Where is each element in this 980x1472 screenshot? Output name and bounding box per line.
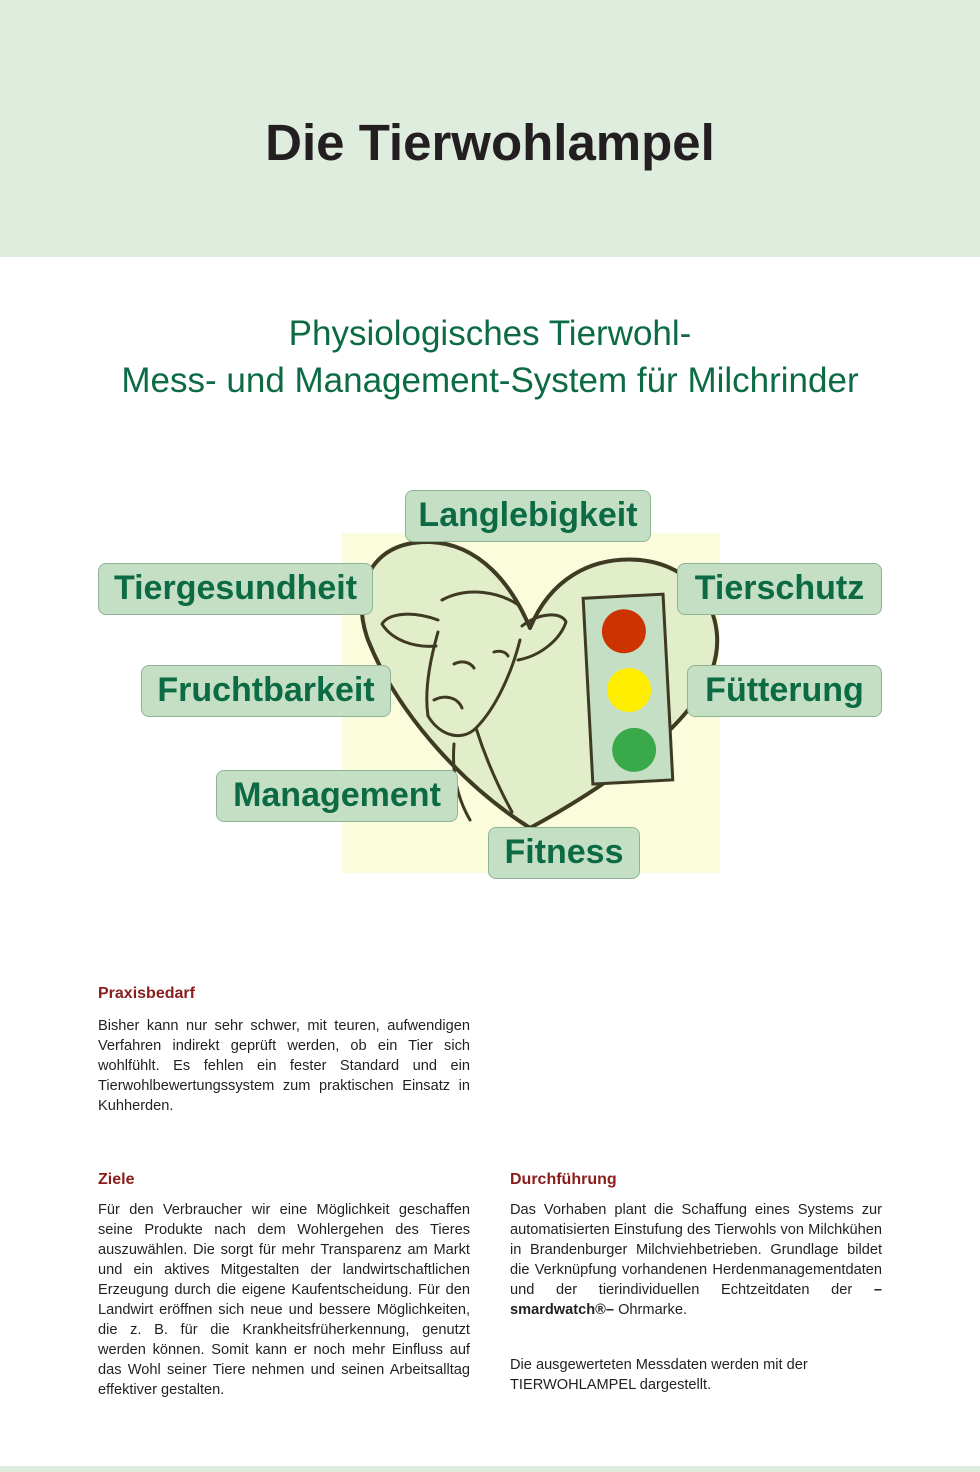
label-fuetterung: Fütterung <box>687 665 882 717</box>
durchfuehrung-text-before: Das Vorhaben plant die Schaffung eines Systems zur automatisierten Einstufung des Tierwohls von Milchkühen in Brandenburger Milchviehbetrieben. Grundlage bildet die Verknüpfung vorhandenen Herdenmanagementdaten und der tierindividuellen Echtzeitdaten der <box>510 1202 882 1298</box>
ziele-heading: Ziele <box>98 1171 135 1188</box>
label-langlebigkeit: Langlebigkeit <box>405 490 651 542</box>
label-fruchtbarkeit: Fruchtbarkeit <box>141 665 391 717</box>
label-tierschutz: Tierschutz <box>677 563 882 615</box>
ziele-text: Für den Verbraucher wir eine Möglichkeit geschaffen seine Produkte nach dem Wohlergehen des Tieres auszuwählen. Die sorgt für mehr Transparenz am Markt und ein aktives Mitgestalten der landwirtschaftlichen Erzeugung durch die eigene Kaufentscheidung. Für den Landwirt eröffnen sich neue und bessere Möglichkeiten, die z. B. für die Krankheitsfrüherkennung, genutzt werden können. Somit kann er noch mehr Einfluss auf das Wohl seiner Tiere nehmen und seinen Arbeitsalltag effektiver gestalten. <box>98 1202 470 1398</box>
durchfuehrung-text <box>510 1200 882 1320</box>
durchfuehrung-text-after: Ohrmarke. <box>614 1302 688 1318</box>
page-title: Die Tierwohlampel <box>265 114 715 171</box>
subtitle-line-2: Mess- und Management-System für Milchrinder <box>121 361 859 400</box>
durchfuehrung-heading: Durchführung <box>510 1171 617 1188</box>
label-management: Management <box>216 770 458 822</box>
traffic-light <box>583 594 673 784</box>
smardwatch-brand: –smardwatch®– <box>510 1282 882 1318</box>
footer-band <box>0 1466 980 1472</box>
praxisbedarf-heading: Praxisbedarf <box>98 985 195 1002</box>
durchfuehrung-text-2: Die ausgewerteten Messdaten werden mit der TIERWOHLAMPEL dargestellt. <box>510 1357 808 1393</box>
label-tiergesundheit: Tiergesundheit <box>98 563 373 615</box>
label-fitness: Fitness <box>488 827 640 879</box>
praxisbedarf-text: Bisher kann nur sehr schwer, mit teuren, aufwendigen Verfahren indirekt geprüft werden, ob ein Tier sich wohlfühlt. Es fehlen ein fester Standard und ein Tierwohlbewertungssystem zum praktischen Einsatz in Kuhherden. <box>98 1018 470 1114</box>
subtitle-line-1: Physiologisches Tierwohl- <box>288 314 692 353</box>
